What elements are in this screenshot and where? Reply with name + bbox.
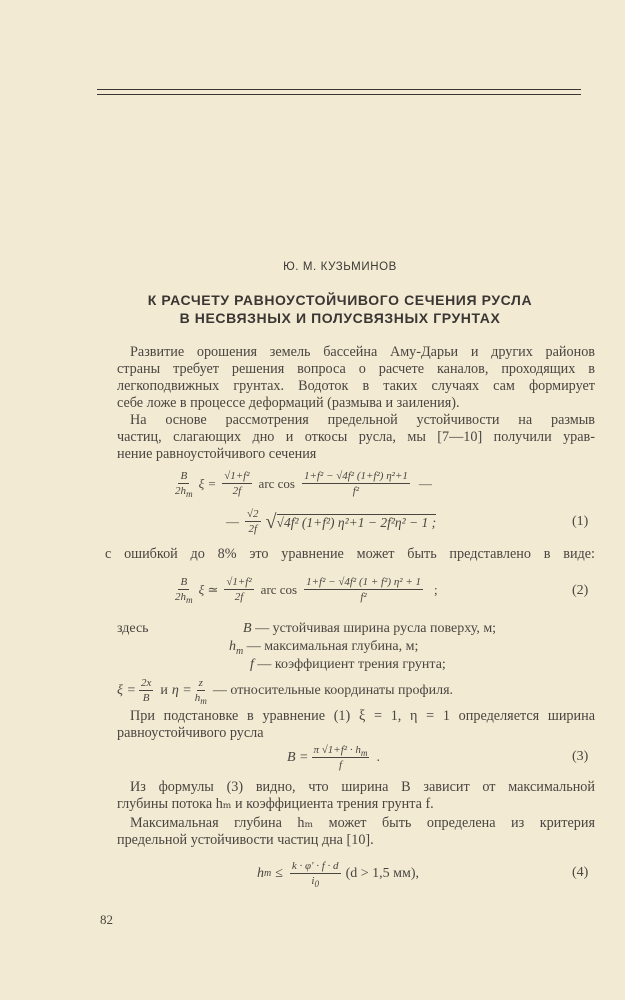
- equation-4: h m ≤ $\frac{k \cdot \varphi' \cdot f \cdot d}{i_0}$ (d > 1,5 мм),: [257, 860, 420, 890]
- text-line: Развитие орошения земель бассейна Аму-Дарьи и других районов: [130, 344, 595, 360]
- header-rule-bottom: [97, 94, 581, 95]
- text-line: равноустойчивого русла: [117, 725, 264, 741]
- text-line: легкоподвижных грунтах. Водоток в таких случаях сам формирует: [117, 378, 595, 394]
- equation-1-line-1: $\frac{B}{2h_m}$ ξ = $\frac{\text{√1+f²}}{2f}$ arc cos $\frac{\text{1+f² − √4f² (1+f²) η²+1}}{\text{f²}}$ —: [175, 470, 432, 500]
- text-line: с ошибкой до 8% это уравнение может быть представлено в виде:: [105, 546, 595, 562]
- definition-hm: $h_m$ — максимальная глубина, м;: [229, 639, 419, 657]
- text-line: страны требует решения вопроса о расчете каналов, проходящих в: [117, 361, 595, 377]
- equation-number-2: (2): [572, 583, 589, 598]
- equation-3: B = $\frac{\pi √1+f^2 \cdot h_m}{f}$ .: [287, 744, 380, 771]
- text-line: На основе рассмотрения предельной устойчивости на размыв: [130, 412, 595, 428]
- text-line: себе ложе в процессе деформаций (размыва и заиления).: [117, 395, 460, 411]
- text-line: Из формулы (3) видно, что ширина B зависит от максимальной: [130, 779, 595, 795]
- definition-f: f — коэффициент трения грунта;: [250, 657, 446, 672]
- equation-number-3: (3): [572, 749, 589, 764]
- text-line: нение равноустойчивого сечения: [117, 446, 317, 462]
- equation-number-4: (4): [572, 865, 589, 880]
- page-number: 82: [100, 912, 113, 927]
- author: Ю. М. КУЗЬМИНОВ: [283, 261, 397, 273]
- text-line: частиц, слагающих дно и откосы русла, мы [7—10] получили урав-: [117, 429, 595, 445]
- here-label: здесь: [117, 621, 149, 636]
- text-line: Максимальная глубина hₘ может быть определена из критерия: [130, 815, 595, 831]
- definition-B: B — устойчивая ширина русла поверху, м;: [243, 621, 497, 636]
- text-line: глубины потока hₘ и коэффициента трения грунта f.: [117, 796, 434, 812]
- equation-2: $\frac{B}{2h_m}$ ξ ≃ $\frac{\text{√1+f²}}{2f}$ arc cos $\frac{\text{1+f² − √4f² (1 + f²) η² + 1}}{\text{f²}}$ ;: [175, 576, 438, 606]
- title-line-1: К РАСЧЕТУ РАВНОУСТОЙЧИВОГО СЕЧЕНИЯ РУСЛА: [147, 292, 533, 308]
- equation-number-1: (1): [572, 514, 589, 529]
- title-line-2: В НЕСВЯЗНЫХ И ПОЛУСВЯЗНЫХ ГРУНТАХ: [179, 310, 501, 326]
- article-title: [100, 291, 580, 327]
- text-line: При подстановке в уравнение (1) ξ = 1, η = 1 определяется ширина: [130, 708, 595, 724]
- equation-1-line-2: — $\frac{√2}{2f}$ √ √4f² (1+f²) η²+1 − 2f²η² − 1 ;: [226, 508, 437, 535]
- definition-coords: ξ = $\frac{2x}{B}$ и η = $\frac{z}{h_m}$ — относительные координаты профиля.: [117, 677, 454, 707]
- text-line: предельной устойчивости частиц дна [10].: [117, 832, 374, 848]
- header-rule-top: [97, 89, 581, 90]
